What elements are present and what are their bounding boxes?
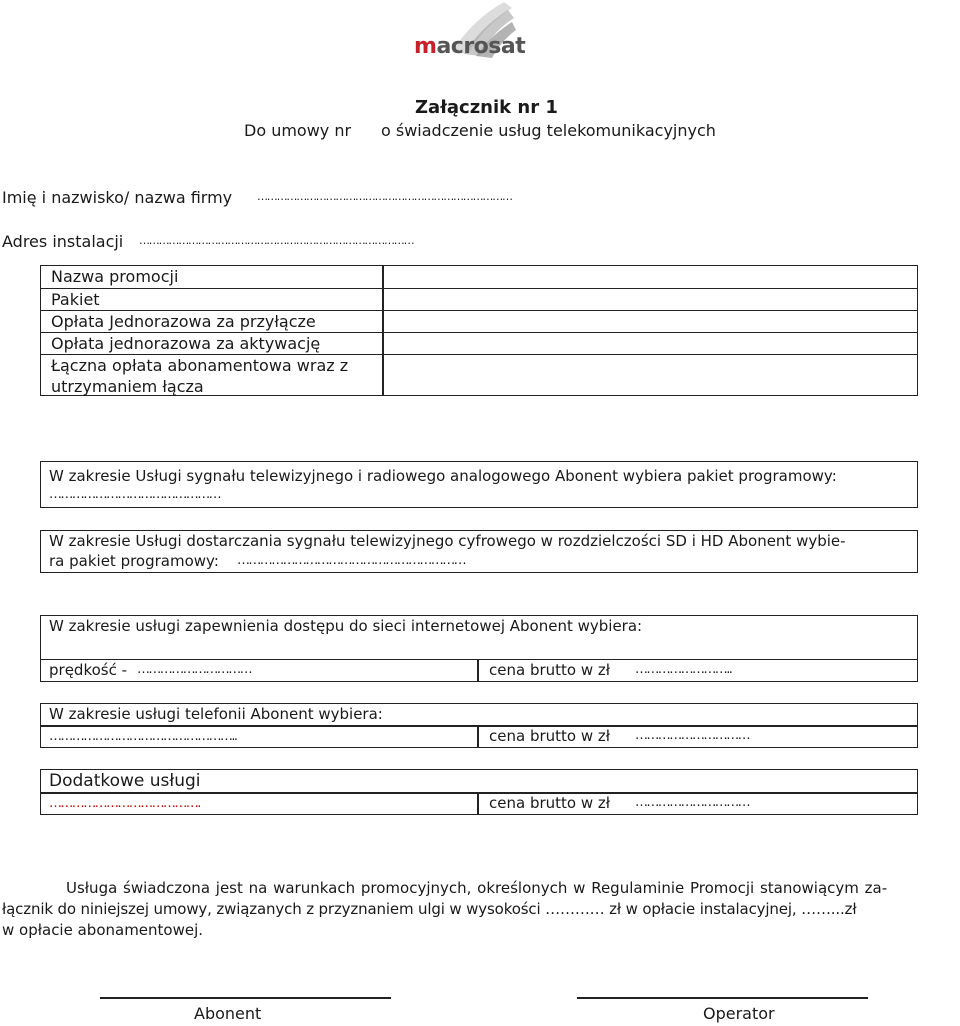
activation-fee-label: Opłata jednorazowa za aktywację: [51, 334, 321, 353]
internet-price-label: cena brutto w zł: [489, 661, 611, 679]
customer-name-field[interactable]: ……………………………………………………………………: [257, 190, 512, 203]
extras-section: [40, 769, 918, 815]
digital-tv-text-line1: W zakresie Usługi dostarczania sygnału telewizyjnego cyfrowego w rozdzielczości SD i HD Abonent wybie-: [49, 532, 846, 550]
phone-price-field[interactable]: …………………………: [635, 728, 750, 743]
contract-number-label: Do umowy nr: [244, 121, 352, 140]
extras-field[interactable]: ………………………………….: [49, 796, 200, 811]
table-row: [41, 310, 917, 332]
address-field[interactable]: …………………………………………………………………………: [139, 234, 414, 247]
promotion-name-label: Nazwa promocji: [51, 267, 179, 286]
phone-section: [40, 703, 918, 748]
table-row: [41, 332, 917, 354]
operator-signature-label: Operator: [703, 1004, 775, 1023]
terms-line-3: w opłacie abonamentowej.: [2, 921, 204, 939]
speed-label: prędkość -: [49, 661, 128, 679]
macrosat-logo: [412, 0, 542, 64]
extras-price-label: cena brutto w zł: [489, 794, 611, 812]
row-divider: [477, 792, 479, 814]
phone-option-field[interactable]: …………………………………………..: [49, 729, 237, 744]
address-label: Adres instalacji: [2, 232, 124, 251]
subscription-fee-label: Łączna opłata abonamentowa wraz z: [51, 356, 349, 375]
analog-tv-section: [40, 461, 918, 508]
speed-field[interactable]: …………………………: [137, 662, 252, 677]
terms-line-1: Usługa świadczona jest na warunkach promocyjnych, określonych w Regulaminie Promocji stanowiącym za-: [66, 879, 888, 897]
digital-tv-text-line2: ra pakiet programowy:: [49, 552, 219, 570]
row-divider: [477, 725, 479, 747]
internet-speed-row: [40, 659, 918, 682]
phone-text: W zakresie usługi telefonii Abonent wybiera:: [49, 705, 383, 723]
brand-rest: acrosat: [436, 34, 526, 59]
brand-first-letter: m: [414, 34, 437, 59]
table-row: [41, 288, 917, 310]
analog-tv-text: W zakresie Usługi sygnału telewizyjnego i radiowego analogowego Abonent wybiera pakiet programowy:: [49, 467, 837, 485]
internet-section: [40, 615, 918, 660]
customer-name-label: Imię i nazwisko/ nazwa firmy: [2, 188, 233, 207]
brand-wordmark: [414, 34, 525, 59]
operator-signature-line[interactable]: [577, 997, 868, 999]
row-divider: [41, 725, 917, 727]
promotion-table: [40, 265, 918, 396]
extras-title: Dodatkowe usługi: [49, 771, 201, 791]
page-title: Załącznik nr 1: [415, 97, 558, 118]
contract-subject: o świadczenie usług telekomunikacyjnych: [381, 121, 716, 140]
package-label: Pakiet: [51, 290, 100, 309]
digital-tv-section: [40, 530, 918, 573]
connection-fee-label: Opłata Jednorazowa za przyłącze: [51, 312, 316, 331]
subscriber-signature-label: Abonent: [194, 1004, 262, 1023]
terms-line-2: łącznik do niniejszej umowy, związanych z przyznaniem ulgi w wysokości ………… zł w opłacie instalacyjnej, ……...zł: [2, 900, 857, 918]
internet-price-field[interactable]: ……………………..: [635, 662, 732, 677]
row-divider: [477, 660, 479, 681]
subscription-fee-label-cont: utrzymaniem łącza: [51, 377, 204, 396]
table-row: [41, 354, 917, 395]
table-row: [41, 266, 917, 288]
analog-tv-package-field[interactable]: ………………………………………: [49, 487, 221, 502]
internet-text: W zakresie usługi zapewnienia dostępu do sieci internetowej Abonent wybiera:: [49, 617, 643, 635]
phone-price-label: cena brutto w zł: [489, 727, 611, 745]
subscriber-signature-line[interactable]: [100, 997, 391, 999]
digital-tv-package-field[interactable]: ……………………………………………………: [237, 553, 466, 568]
row-divider: [41, 792, 917, 794]
extras-price-field[interactable]: …………………………: [635, 795, 750, 810]
